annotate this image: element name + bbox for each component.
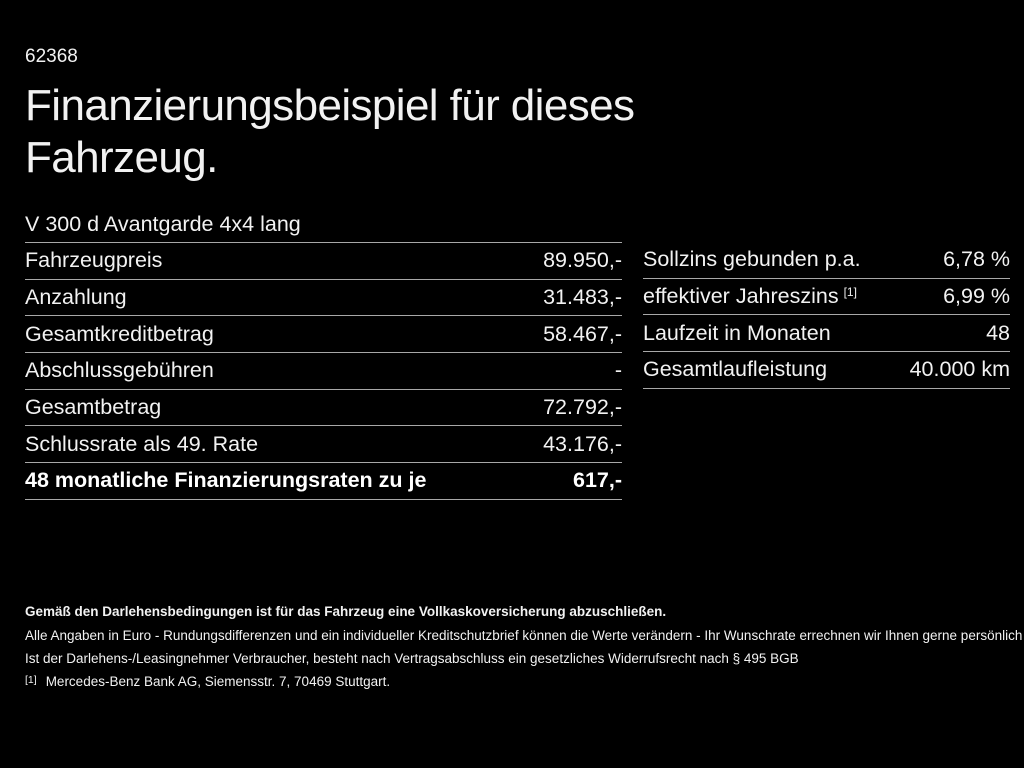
row-label: Gesamtkreditbetrag: [25, 321, 214, 346]
page-title-line1: Finanzierungsbeispiel für dieses: [25, 81, 635, 130]
row-label-wrap: [25, 432, 258, 457]
table-row: [25, 243, 622, 280]
footnote: [25, 673, 390, 692]
row-label: Fahrzeugpreis: [25, 248, 163, 273]
row-value: 6,78 %: [943, 247, 1010, 272]
row-label: 48 monatliche Finanzierungsraten zu je: [25, 468, 427, 493]
row-label-wrap: [25, 468, 426, 493]
row-label-wrap: [643, 284, 857, 309]
doc-number: 62368: [25, 46, 78, 67]
footnote-text: Mercedes-Benz Bank AG, Siemensstr. 7, 70469 Stuttgart.: [45, 674, 391, 689]
table-row: [25, 463, 622, 500]
table-row: [25, 426, 622, 463]
row-value: 40.000 km: [909, 357, 1010, 382]
row-label-wrap: [643, 321, 831, 346]
row-value: 6,99 %: [943, 284, 1010, 309]
page-title: [25, 80, 634, 184]
footnote-marker: [1]: [25, 674, 37, 686]
vehicle-model: V 300 d Avantgarde 4x4 lang: [25, 212, 301, 236]
table-row: [643, 279, 1010, 316]
footnote-ref-icon: [1]: [843, 285, 857, 300]
row-label: Sollzins gebunden p.a.: [643, 247, 861, 272]
insurance-note: Gemäß den Darlehensbedingungen ist für das Fahrzeug eine Vollkaskoversicherung abzuschließen.: [25, 604, 667, 619]
row-label-wrap: [25, 248, 162, 273]
row-label-wrap: [25, 285, 127, 310]
table-row: [25, 353, 622, 390]
row-value: 31.483,-: [543, 285, 622, 310]
row-value: 89.950,-: [543, 248, 622, 273]
row-label: Anzahlung: [25, 285, 127, 310]
conditions-table: [643, 242, 1010, 389]
row-label-wrap: [25, 395, 161, 420]
table-row: [643, 352, 1010, 389]
row-value: 72.792,-: [543, 395, 622, 420]
row-value: -: [614, 358, 622, 383]
row-value: 58.467,-: [543, 321, 622, 346]
row-label-wrap: [643, 247, 861, 272]
row-label: Gesamtbetrag: [25, 395, 162, 420]
finance-table: [25, 242, 622, 500]
rounding-note: Alle Angaben in Euro - Rundungsdifferenzen und ein individueller Kreditschutzbrief können die Werte verändern - Ihr Wunschrate errechnen wir Ihnen gerne persönlich: [25, 628, 1023, 643]
table-row: [643, 315, 1010, 352]
page-title-line2: Fahrzeug.: [25, 133, 218, 182]
row-label: Gesamtlaufleistung: [643, 357, 828, 382]
table-row: [643, 242, 1010, 279]
row-label: Abschlussgebühren: [25, 358, 214, 383]
row-label-wrap: [25, 322, 214, 347]
row-value: 43.176,-: [543, 431, 622, 456]
row-label: Schlussrate als 49. Rate: [25, 431, 259, 456]
row-value: 617,-: [572, 468, 622, 493]
table-row: [25, 390, 622, 427]
row-value: 48: [986, 320, 1010, 345]
table-row: [25, 280, 622, 317]
withdrawal-note: Ist der Darlehens-/Leasingnehmer Verbraucher, besteht nach Vertragsabschluss ein gesetzliches Widerrufsrecht nach § 495 BGB: [25, 651, 799, 666]
row-label-wrap: [643, 357, 827, 382]
table-row: [25, 316, 622, 353]
row-label: Laufzeit in Monaten: [643, 320, 831, 345]
row-label-wrap: [25, 358, 214, 383]
row-label: effektiver Jahreszins: [643, 284, 839, 309]
